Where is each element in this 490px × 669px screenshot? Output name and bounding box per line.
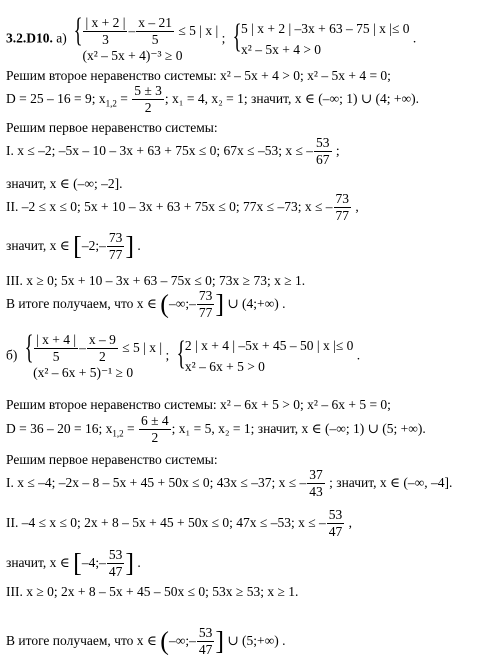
left-brace: { — [176, 334, 186, 372]
b-case2: II. –4 ≤ x ≤ 0; 2x + 8 – 5x + 45 + 50x ≤ 0; 47x ≤ –53; x ≤ – $\frac{53}{47}$ , — [6, 507, 353, 540]
a-line2: D = 25 – 16 = 9; $x_{1,2}$ = $\frac{5 \pm 3}{2}$ ; x₁ = 4, x₂ = 1; значит, x ∈ (–∞; 1) ∪ (4; +∞). — [6, 83, 419, 116]
left-brace: { — [73, 12, 83, 49]
a-answer: В итоге получаем, что x ∈ (–∞;– $\frac{73}{77}$ ] ∪ (4;+∞) . — [6, 288, 286, 321]
system-a-simplified: { 5 | x + 2 | –3x + 63 – 75 | x |≤ 0 x² – 5x + 4 > 0 — [232, 17, 410, 58]
a-case3: III. x ≥ 0; 5x + 10 – 3x + 63 – 75x ≤ 0; 73x ≥ 73; x ≥ 1. — [6, 273, 306, 288]
left-brace: { — [24, 329, 34, 366]
a-case1-result: значит, x ∈ (–∞; –2]. — [6, 176, 123, 191]
header-b: б) { $\frac{| x + 4 |}{5}$ – $\frac{x - 9}{2}$ ≤ 5 | x | (x² – 6x + 5)⁻¹ ≥ 0 ; { 2 | x + 4 | –5x + 45 – 50 | x |≤ 0 x² – 6x + 5 > 0 . — [6, 329, 361, 381]
b-answer: В итоге получаем, что x ∈ (–∞;– $\frac{53}{47}$ ] ∪ (5;+∞) . — [6, 625, 286, 658]
header-a: 3.2.D10. а) { $\frac{| x + 2 |}{3}$ – $\frac{x - 21}{5}$ ≤ 5 | x | (x² – 5x + 4)⁻³ ≥ 0 ; { 5 | x + 2 | –3x + 63 – 75 | x |≤ 0 x² – 5x + 4 > 0 . — [6, 12, 417, 64]
a-case1: I. x ≤ –2; –5x – 10 – 3x + 63 + 75x ≤ 0; 67x ≤ –53; x ≤ – $\frac{53}{67}$ ; — [6, 135, 340, 168]
part-a-label: а) — [56, 30, 67, 46]
b-line3: Решим первое неравенство системы: — [6, 452, 218, 467]
b-case2-result: значит, x ∈ [–4;– $\frac{53}{47}$ ] . — [6, 547, 141, 580]
b-case3: III. x ≥ 0; 2x + 8 – 5x + 45 – 50x ≤ 0; 53x ≥ 53; x ≥ 1. — [6, 584, 299, 599]
system-b-original: { $\frac{| x + 4 |}{5}$ – $\frac{x - 9}{2}$ ≤ 5 | x | (x² – 6x + 5)⁻¹ ≥ 0 — [24, 329, 163, 381]
problem-number: 3.2.D10. — [6, 30, 53, 46]
system-b-simplified: { 2 | x + 4 | –5x + 45 – 50 | x |≤ 0 x² – 6x + 5 > 0 — [176, 334, 354, 375]
left-brace: { — [232, 17, 242, 55]
a-line1: Решим второе неравенство системы: x² – 5x + 4 > 0; x² – 5x + 4 = 0; — [6, 68, 391, 83]
b-line2: D = 36 – 20 = 16; $x_{1,2}$ = $\frac{6 \pm 4}{2}$ ; x₁ = 5, x₂ = 1; значит, x ∈ (–∞; 1) ∪ (5; +∞). — [6, 413, 426, 446]
part-b-label: б) — [6, 347, 18, 363]
a-case2: II. –2 ≤ x ≤ 0; 5x + 10 – 3x + 63 + 75x ≤ 0; 77x ≤ –73; x ≤ – $\frac{73}{77}$ , — [6, 191, 359, 224]
a-line3: Решим первое неравенство системы: — [6, 120, 218, 135]
b-line1: Решим второе неравенство системы: x² – 6x + 5 > 0; x² – 6x + 5 = 0; — [6, 397, 391, 412]
b-case1: I. x ≤ –4; –2x – 8 – 5x + 45 + 50x ≤ 0; 43x ≤ –37; x ≤ – $\frac{37}{43}$ ; значит, x ∈ (–∞, –4]. — [6, 467, 453, 500]
system-a-original: { $\frac{| x + 2 |}{3}$ – $\frac{x - 21}{5}$ ≤ 5 | x | (x² – 5x + 4)⁻³ ≥ 0 — [73, 12, 219, 64]
a-case2-result: значит, x ∈ [–2;– $\frac{73}{77}$ ] . — [6, 230, 141, 263]
